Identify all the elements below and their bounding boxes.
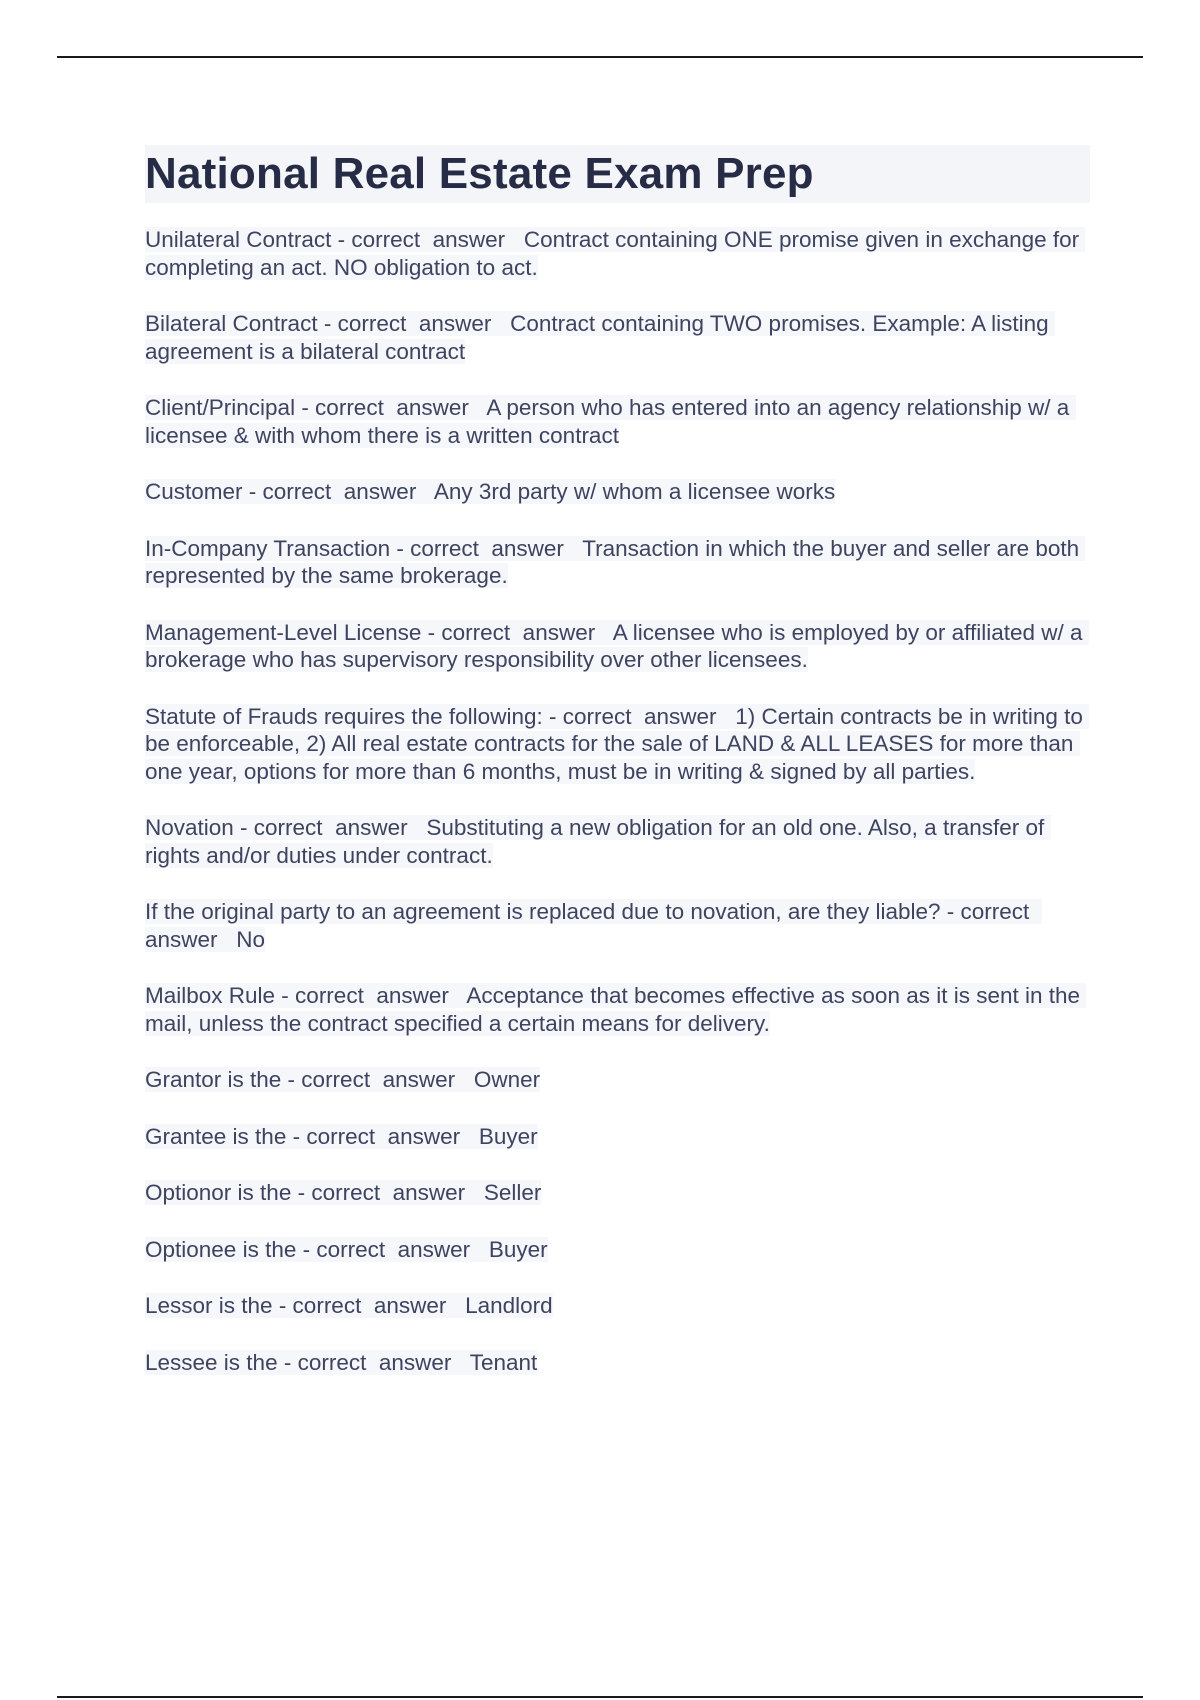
qa-item [145,982,1090,1037]
qa-item-text: Statute of Frauds requires the following: - correct answer 1) Certain contracts be in writing to be enforceable, 2) All real estate contracts for the sale of LAND & ALL LEASES for more than one year, options for more than 6 months, must be in writing & signed by all parties. [145,703,1090,784]
qa-item [145,478,1090,506]
qa-list [145,226,1090,1376]
qa-item-text: If the original party to an agreement is replaced due to novation, are they liable? - correct answer No [145,899,1042,952]
qa-item-text: Customer - correct answer Any 3rd party w/ whom a licensee works [145,479,836,504]
qa-item-text: Novation - correct answer Substituting a new obligation for an old one. Also, a transfer of rights and/or duties under contract. [145,815,1051,868]
qa-item-text: Lessor is the - correct answer Landlord [145,1293,553,1318]
qa-item [145,619,1090,674]
qa-item-text: Mailbox Rule - correct answer Acceptance that becomes effective as soon as it is sent in the mail, unless the contract specified a certain means for delivery. [145,983,1087,1036]
qa-item [145,1123,1090,1151]
qa-item [145,394,1090,449]
qa-item-text: In-Company Transaction - correct answer Transaction in which the buyer and seller are both represented by the same brokerage. [145,535,1086,588]
qa-item [145,1349,1090,1377]
qa-item [145,898,1090,953]
title-bar [145,145,1090,203]
document-title: National Real Estate Exam Prep [145,149,814,198]
qa-item [145,535,1090,590]
qa-item-text: Unilateral Contract - correct answer Contract containing ONE promise given in exchange for completing an act. NO obligation to act. [145,227,1086,280]
qa-item-text: Lessee is the - correct answer Tenant [145,1349,538,1375]
qa-item-text: Grantee is the - correct answer Buyer [145,1123,538,1149]
qa-item [145,1179,1090,1207]
qa-item [145,1292,1090,1320]
qa-item [145,226,1090,281]
document-page [145,145,1090,1405]
qa-item [145,1236,1090,1264]
bottom-rule [57,1696,1143,1698]
qa-item-text: Bilateral Contract - correct answer Contract containing TWO promises. Example: A listing agreement is a bilateral contract [145,311,1055,364]
qa-item-text: Optionee is the - correct answer Buyer [145,1236,548,1262]
qa-item [145,1066,1090,1094]
top-rule [57,56,1143,58]
qa-item-text: Grantor is the - correct answer Owner [145,1067,541,1092]
qa-item-text: Management-Level License - correct answer A licensee who is employed by or affiliated w/ a brokerage who has supervisory responsibility over other licensees. [145,619,1089,672]
qa-item-text: Client/Principal - correct answer A person who has entered into an agency relationship w/ a licensee & with whom there is a written contract [145,395,1076,448]
qa-item-text: Optionor is the - correct answer Seller [145,1180,542,1205]
qa-item [145,310,1090,365]
qa-item [145,814,1090,869]
qa-item [145,703,1090,786]
